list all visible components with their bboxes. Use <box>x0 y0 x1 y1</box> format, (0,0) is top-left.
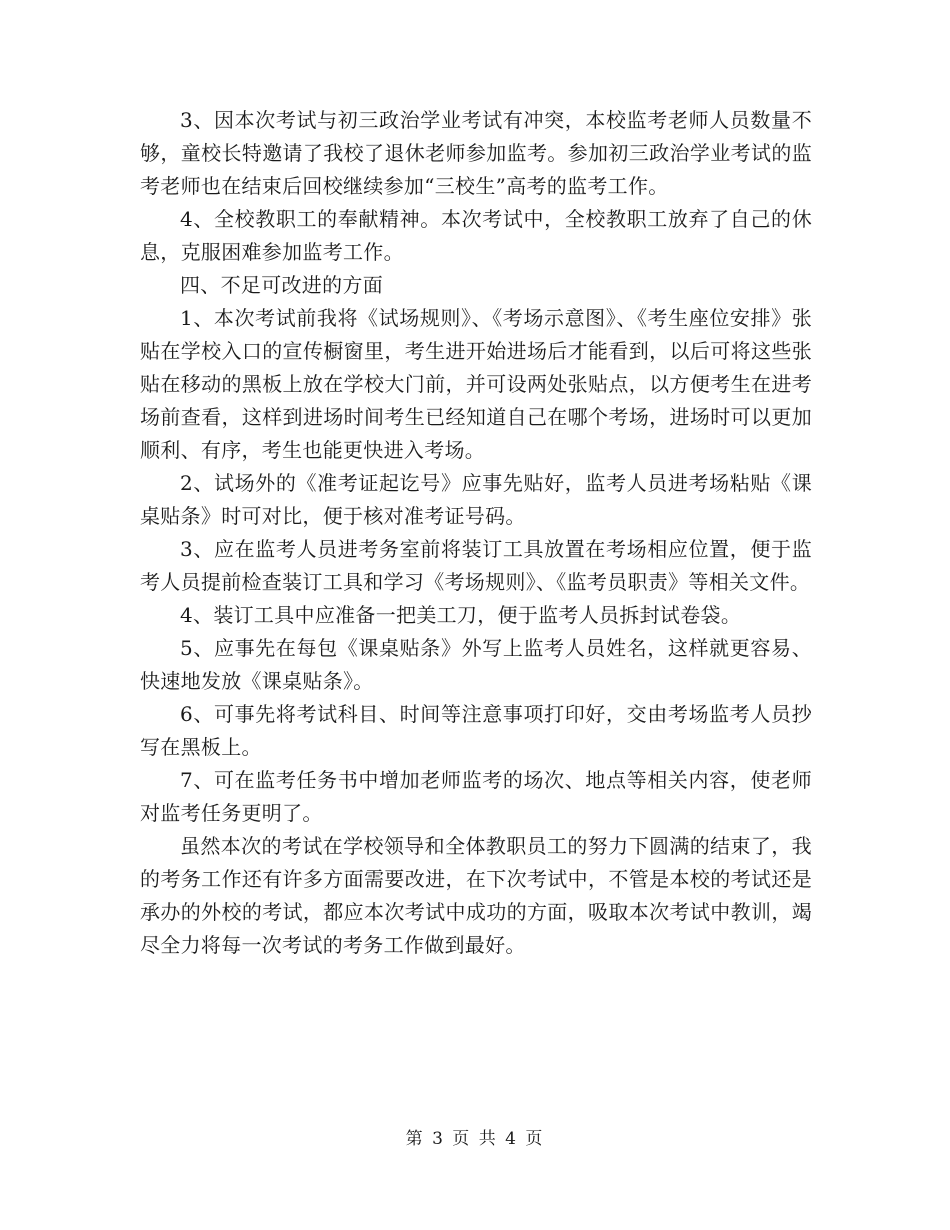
paragraph-improvement-4: 4、装订工具中应准备一把美工刀，便于监考人员拆封试卷袋。 <box>180 603 742 627</box>
section-heading-improvements: 四、不足可改进的方面 <box>180 273 383 297</box>
paragraph-improvement-2: 2、试场外的《准考证起讫号》应事先贴好，监考人员进考场粘贴《课桌贴条》时可对比，便于核对准考证号码。 <box>140 471 812 528</box>
paragraph-improvement-7: 7、可在监考任务书中增加老师监考的场次、地点等相关内容，使老师对监考任务更明了。 <box>140 768 812 825</box>
paragraph-point-3-staffing: 3、因本次考试与初三政治学业考试有冲突，本校监考老师人员数量不够，童校长特邀请了我校了退休老师参加监考。参加初三政治学业考试的监考老师也在结束后回校继续参加“三校生”高考的监考工作。 <box>140 108 812 198</box>
paragraph-point-4-dedication: 4、全校教职工的奉献精神。本次考试中，全校教职工放弃了自己的休息，克服困难参加监考工作。 <box>140 207 812 264</box>
paragraph-improvement-6: 6、可事先将考试科目、时间等注意事项打印好，交由考场监考人员抄写在黑板上。 <box>140 702 812 759</box>
paragraph-improvement-1: 1、本次考试前我将《试场规则》、《考场示意图》、《考生座位安排》张贴在学校入口的宣传橱窗里，考生进开始进场后才能看到，以后可将这些张贴在移动的黑板上放在学校大门前，并可设两处张贴点，以方便考生在进考场前查看，这样到进场时间考生已经知道自己在哪个考场，进场时可以更加顺利、有序，考生也能更快进入考场。 <box>140 306 812 462</box>
page-number: 第 3 页 共 4 页 <box>405 1129 545 1149</box>
paragraph-conclusion: 虽然本次的考试在学校领导和全体教职员工的努力下圆满的结束了，我的考务工作还有许多方面需要改进，在下次考试中，不管是本校的考试还是承办的外校的考试，都应本次考试中成功的方面，吸取本次考试中教训，竭尽全力将每一次考试的考务工作做到最好。 <box>140 834 812 957</box>
paragraph-improvement-5: 5、应事先在每包《课桌贴条》外写上监考人员姓名，这样就更容易、快速地发放《课桌贴条》。 <box>140 636 812 693</box>
paragraph-improvement-3: 3、应在监考人员进考务室前将装订工具放置在考场相应位置，便于监考人员提前检查装订工具和学习《考场规则》、《监考员职责》等相关文件。 <box>140 537 812 594</box>
document-body <box>140 104 812 962</box>
page-footer <box>0 1124 950 1149</box>
